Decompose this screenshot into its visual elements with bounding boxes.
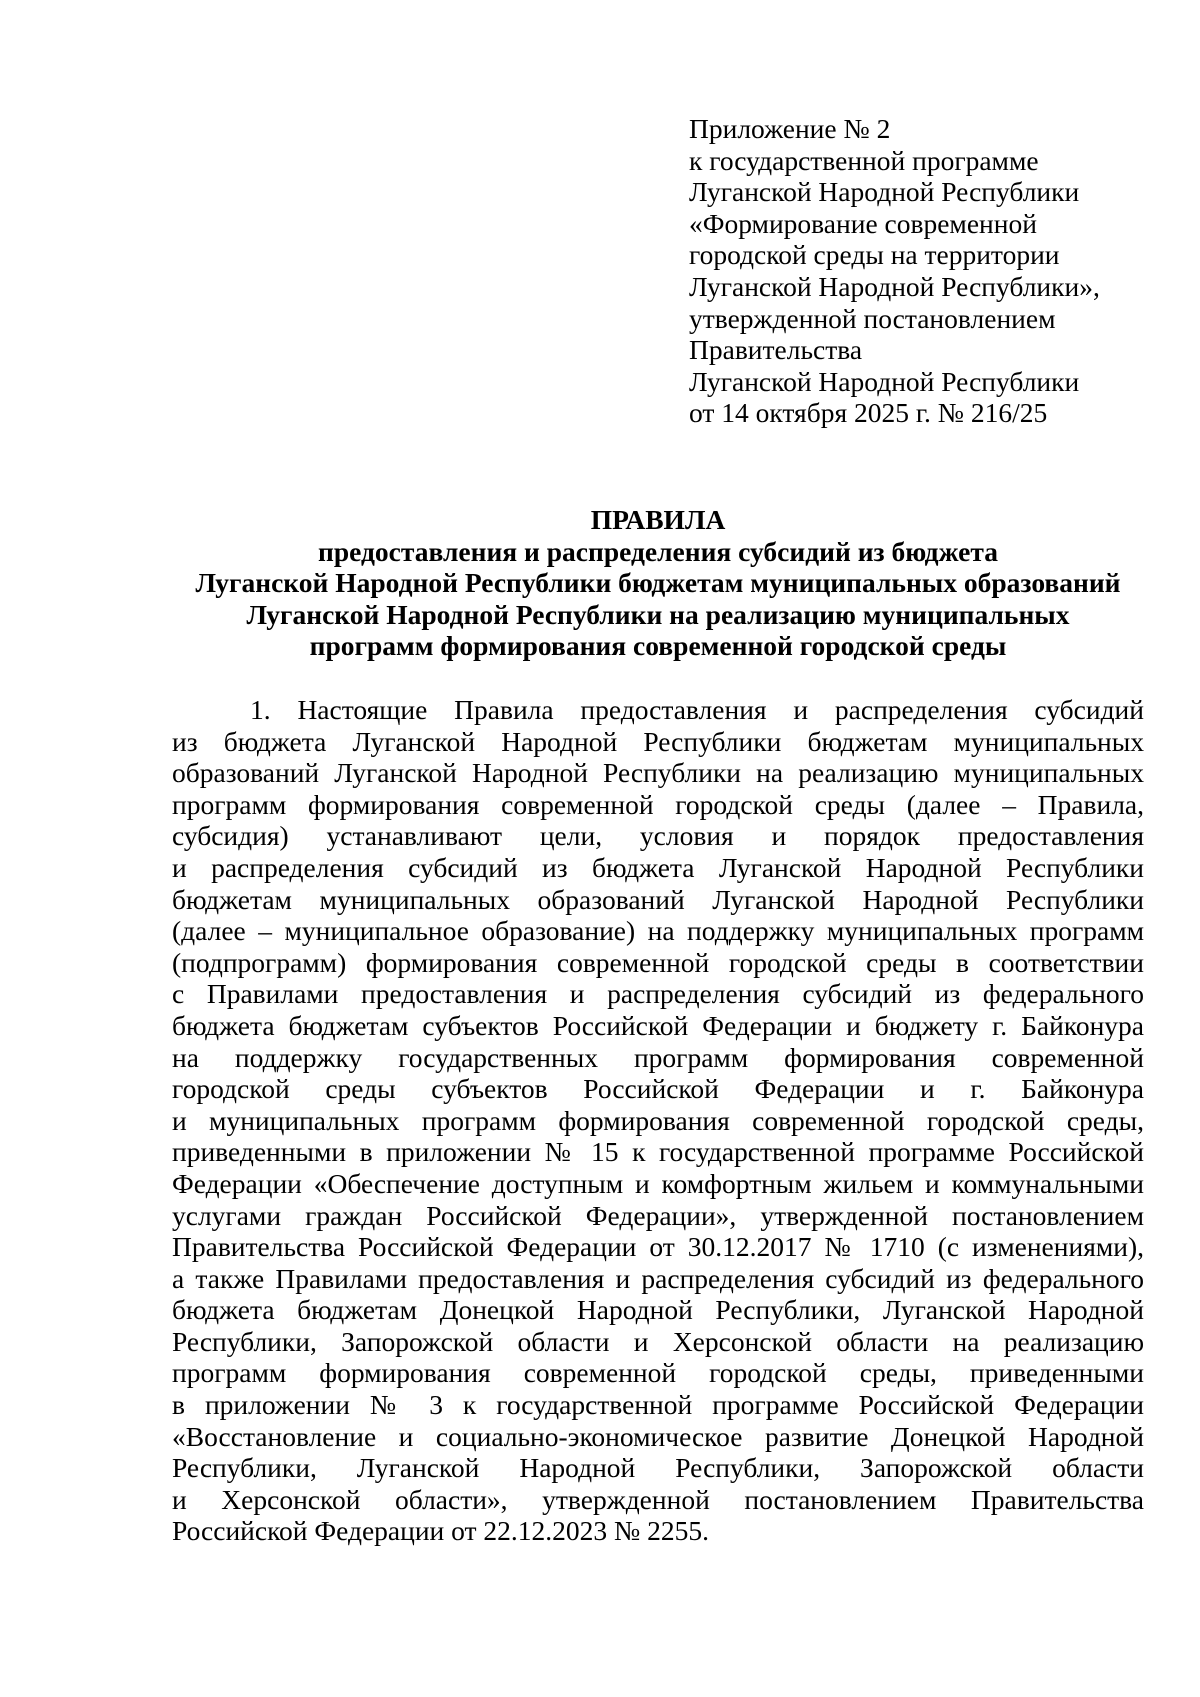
paragraph-line: услугами граждан Российской Федерации», утвержденной постановлением (172, 1199, 1144, 1231)
appendix-line: Луганской Народной Республики (689, 365, 1080, 397)
paragraph-line: а также Правилами предоставления и распределения субсидий из федерального (172, 1262, 1144, 1294)
appendix-line: «Формирование современной (689, 207, 1037, 239)
document-title (172, 504, 1144, 662)
paragraph-line: из бюджета Луганской Народной Республики бюджетам муниципальных (172, 725, 1144, 757)
appendix-line: Правительства (689, 334, 863, 366)
paragraph-1 (172, 694, 1144, 1547)
paragraph-line: городской среды субъектов Российской Федерации и г. Байконура (172, 1073, 1144, 1105)
paragraph-line: субсидия) устанавливают цели, условия и порядок предоставления (172, 820, 1144, 852)
paragraph-line: с Правилами предоставления и распределения субсидий из федерального (172, 978, 1144, 1010)
appendix-line: Луганской Народной Республики», (689, 270, 1100, 302)
appendix-line: к государственной программе (689, 144, 1039, 176)
title-heading: ПРАВИЛА (590, 504, 726, 535)
paragraph-line: на поддержку государственных программ формирования современной (172, 1041, 1144, 1073)
paragraph-line: программ формирования современной городской среды (далее – Правила, (172, 788, 1144, 820)
paragraph-line: (далее – муниципальное образование) на поддержку муниципальных программ (172, 915, 1144, 947)
paragraph-line: Республики, Луганской Народной Республики, Запорожской области (172, 1452, 1144, 1484)
appendix-line: утвержденной постановлением (689, 302, 1056, 334)
title-subtitle-line: предоставления и распределения субсидий из бюджета (318, 535, 998, 567)
paragraph-line: Республики, Запорожской области и Херсонской области на реализацию (172, 1325, 1144, 1357)
paragraph-line: 1. Настоящие Правила предоставления и распределения субсидий (250, 694, 1144, 725)
appendix-line: Приложение № 2 (689, 113, 891, 144)
title-subtitle-line: Луганской Народной Республики бюджетам муниципальных образований (195, 567, 1121, 599)
paragraph-line: (подпрограмм) формирования современной городской среды в соответствии (172, 946, 1144, 978)
paragraph-line: Федерации «Обеспечение доступным и комфортным жильем и коммунальными (172, 1167, 1144, 1199)
paragraph-line: «Восстановление и социально-экономическое развитие Донецкой Народной (172, 1420, 1144, 1452)
paragraph-line: программ формирования современной городской среды, приведенными (172, 1357, 1144, 1389)
paragraph-line: в приложении № 3 к государственной программе Российской Федерации (172, 1389, 1144, 1421)
appendix-line: от 14 октября 2025 г. № 216/25 (689, 397, 1048, 429)
appendix-line: городской среды на территории (689, 239, 1060, 271)
appendix-header (689, 113, 1169, 429)
title-subtitle-line: Луганской Народной Республики на реализацию муниципальных (246, 598, 1070, 630)
paragraph-line: и распределения субсидий из бюджета Луганской Народной Республики (172, 851, 1144, 883)
paragraph-line: Правительства Российской Федерации от 30.12.2017 № 1710 (с изменениями), (172, 1231, 1144, 1263)
paragraph-line: образований Луганской Народной Республики на реализацию муниципальных (172, 757, 1144, 789)
paragraph-line: бюджета бюджетам Донецкой Народной Республики, Луганской Народной (172, 1294, 1144, 1326)
paragraph-line: и муниципальных программ формирования современной городской среды, (172, 1104, 1144, 1136)
paragraph-line: приведенными в приложении № 15 к государственной программе Российской (172, 1136, 1144, 1168)
paragraph-line: бюджетам муниципальных образований Луганской Народной Республики (172, 883, 1144, 915)
title-subtitle-line: программ формирования современной городской среды (309, 630, 1007, 662)
paragraph-line: Российской Федерации от 22.12.2023 № 2255. (172, 1515, 710, 1547)
appendix-line: Луганской Народной Республики (689, 176, 1080, 208)
paragraph-line: и Херсонской области», утвержденной постановлением Правительства (172, 1483, 1144, 1515)
paragraph-line: бюджета бюджетам субъектов Российской Федерации и бюджету г. Байконура (172, 1009, 1144, 1041)
